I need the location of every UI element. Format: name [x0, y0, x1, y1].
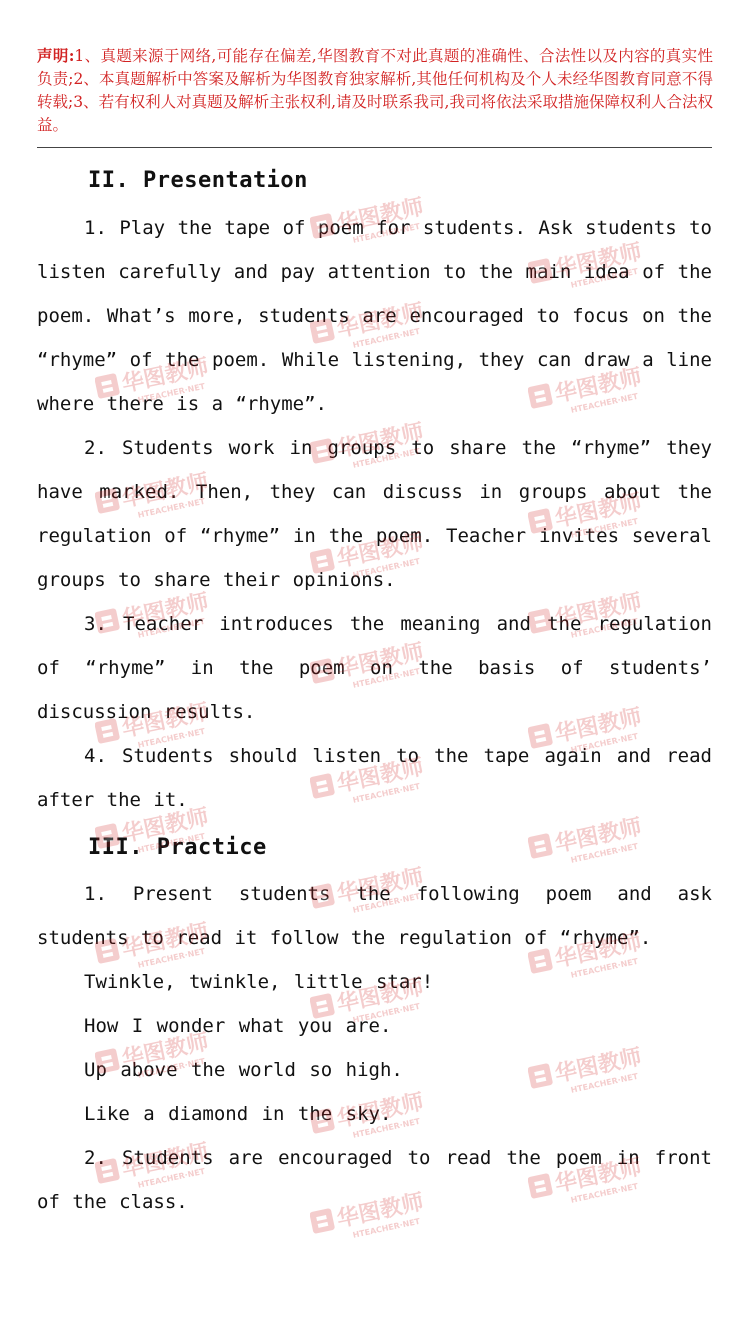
- header-divider: [37, 147, 712, 148]
- practice-step-2: 2. Students are encouraged to read the poem in front of the class.: [37, 1147, 712, 1213]
- huatu-watermark-icon: [528, 1045, 663, 1105]
- poem-line: Like a diamond in the sky.: [84, 1103, 392, 1125]
- disclaimer-notice: [37, 44, 713, 137]
- presentation-step-2: 2. Students work in groups to share the “rhyme” they have marked. Then, they can discuss in groups about the regulation of “rhyme” in the poem. Teacher invites several groups to share their opinions.: [37, 437, 712, 591]
- poem-line: Up above the world so high.: [84, 1059, 403, 1081]
- presentation-step-3: 3. Teacher introduces the meaning and the regulation of “rhyme” in the poem on the basis of students’ discussion results.: [37, 613, 712, 723]
- poem-line: How I wonder what you are.: [84, 1015, 392, 1037]
- section-heading-practice: III. Practice: [88, 835, 267, 860]
- presentation-step-1: 1. Play the tape of poem for students. Ask students to listen carefully and pay attention to the main idea of the poem. What’s more, students are encouraged to focus on the “rhyme” of the poem. While listening, they can draw a line where there is a “rhyme”.: [37, 217, 712, 415]
- huatu-watermark-icon: [528, 815, 663, 875]
- practice-step-1: 1. Present students the following poem and ask students to read it follow the regulation of “rhyme”.: [37, 883, 712, 949]
- disclaimer-lead: 声明:: [37, 46, 75, 65]
- section-heading-presentation: II. Presentation: [88, 168, 308, 193]
- presentation-step-4: 4. Students should listen to the tape again and read after the it.: [37, 745, 712, 811]
- poem-line: Twinkle, twinkle, little star!: [84, 971, 434, 993]
- disclaimer-body: 1、真题来源于网络,可能存在偏差,华图教育不对此真题的准确性、合法性以及内容的真实性负责;2、本真题解析中答案及解析为华图教育独家解析,其他任何机构及个人未经华图教育同意不得转载;3、若有权利人对真题及解析主张权利,请及时联系我司,我司将依法采取措施保障权利人合法权益。: [37, 47, 713, 134]
